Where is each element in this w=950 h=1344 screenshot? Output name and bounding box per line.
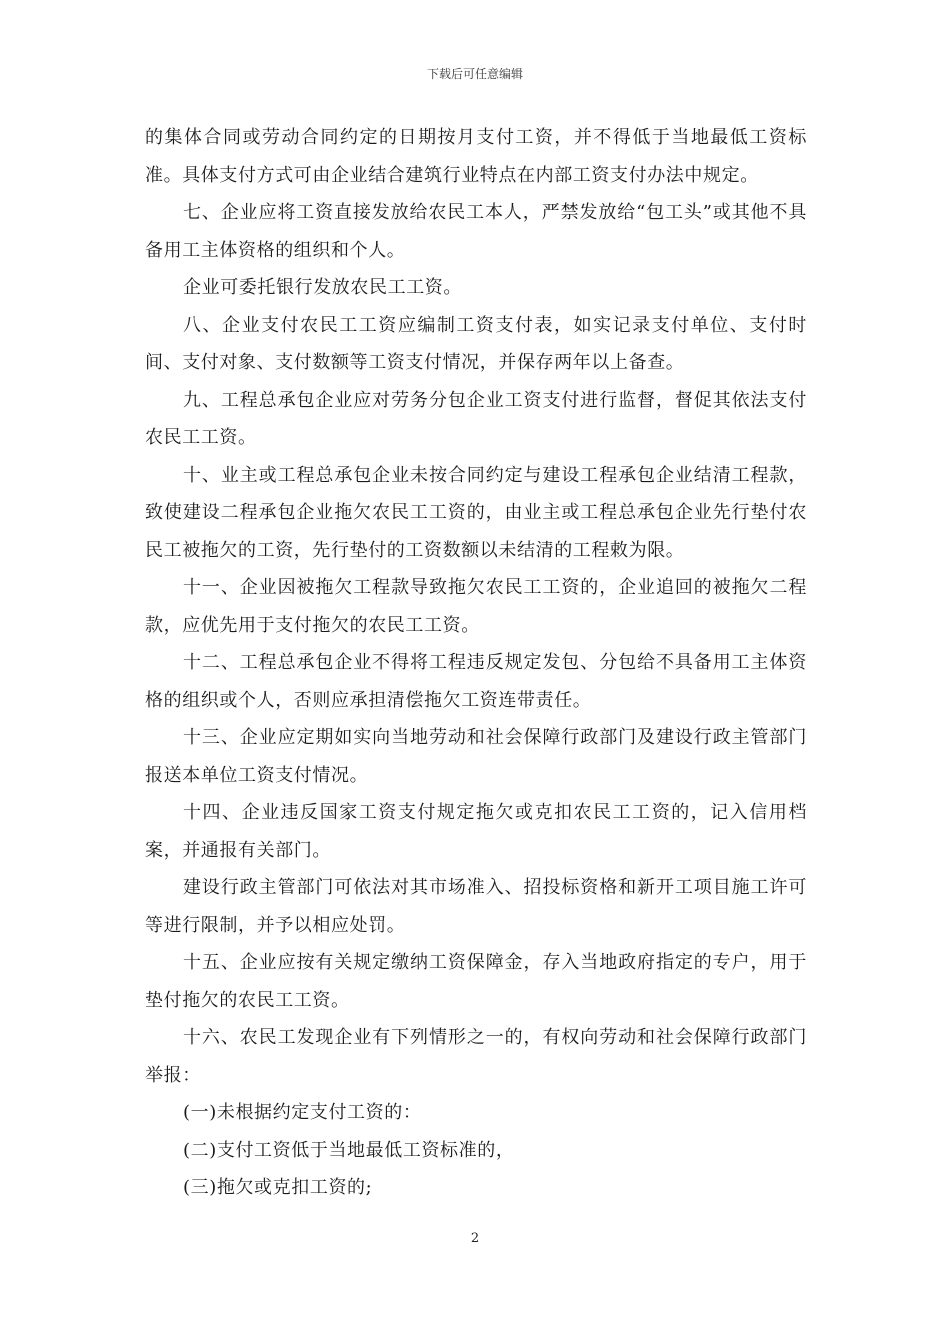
paragraph: 九、工程总承包企业应对劳务分包企业工资支付进行监督，督促其依法支付农民工工资。 [145,389,807,448]
paragraph: 十六、农民工发现企业有下列情形之一的，有权向劳动和社会保障行政部门举报： [145,1027,807,1086]
paragraph: 十、业主或工程总承包企业未按合同约定与建设工程承包企业结清工程款，致使建设二程承包企业拖欠农民工工资的，由业主或工程总承包企业先行垫付农民工被拖欠的工资，先行垫付的工资数额以未结清的工程敕为限。 [145,464,807,561]
paragraph: 十三、企业应定期如实向当地劳动和社会保障行政部门及建设行政主管部门报送本单位工资支付情况。 [145,727,807,786]
paragraph: 七、企业应将工资直接发放给农民工本人，严禁发放给“包工头”或其他不具备用工主体资格的组织和个人。 [145,202,807,261]
paragraph: 八、企业支付农民工工资应编制工资支付表，如实记录支付单位、支付时间、支付对象、支付数额等工资支付情况，并保存两年以上备查。 [145,314,807,373]
paragraph: 十五、企业应按有关规定缴纳工资保障金，存入当地政府指定的专户，用于垫付拖欠的农民工工资。 [145,952,807,1011]
paragraph: 企业可委托银行发放农民工工资。 [183,277,462,298]
paragraph: 十四、企业违反国家工资支付规定拖欠或克扣农民工工资的，记入信用档案，并通报有关部门。 [145,802,807,861]
paragraph: (三)拖欠或克扣工资的; [183,1177,373,1198]
document-body [145,119,807,1207]
paragraph: (一)未根据约定支付工资的： [183,1102,422,1123]
page-number: 2 [470,1231,480,1246]
paragraph: 的集体合同或劳动合同约定的日期按月支付工资，并不得低于当地最低工资标准。具体支付方式可由企业结合建筑行业特点在内部工资支付办法中规定。 [145,127,807,186]
paragraph: 建设行政主管部门可依法对其市场准入、招投标资格和新开工项目施工许可等进行限制，并予以相应处罚。 [145,877,807,936]
paragraph: 十二、工程总承包企业不得将工程违反规定发包、分包给不具备用工主体资格的组织或个人，否则应承担清偿拖欠工资连带责任。 [145,652,807,711]
page-header-note: 下载后可任意编辑 [426,67,523,81]
paragraph: (二)支付工资低于当地最低工资标准的， [183,1139,515,1161]
paragraph: 十一、企业因被拖欠工程款导致拖欠农民工工资的，企业追回的被拖欠二程款，应优先用于支付拖欠的农民工工资。 [145,577,807,636]
